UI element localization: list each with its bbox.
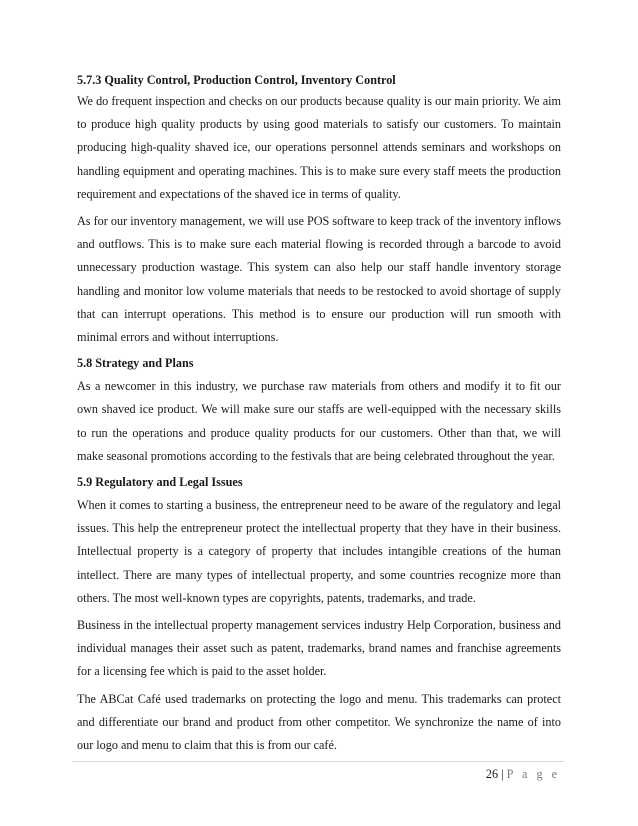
paragraph: The ABCat Café used trademarks on protecting the logo and menu. This trademarks can protect and differentiate our brand and product from other competitor. We synchronize the name of into our logo and menu to claim that this is from our café. xyxy=(77,691,561,753)
page-number: 26 xyxy=(485,767,499,781)
page-label: P a g e xyxy=(506,767,560,781)
section-heading: 5.8 Strategy and Plans xyxy=(77,356,194,371)
section-strategy-and-plans xyxy=(77,353,561,468)
page-body xyxy=(77,70,561,757)
footer-divider xyxy=(72,761,564,762)
section-quality-control xyxy=(77,70,561,349)
paragraph: When it comes to starting a business, the entrepreneur need to be aware of the regulatory and legal issues. This help the entrepreneur protect the intellectual property that they have in their business. Intellectual property is a category of property that includes intangible creations of the human intellect. There are many types of intellectual property, and some countries recognize more than others. The most well-known types are copyrights, patents, trademarks, and trade. xyxy=(77,498,561,605)
paragraph: As for our inventory management, we will use POS software to keep track of the inventory inflows and outflows. This is to make sure each material flowing is recorded through a barcode to avoid unnecessary production wastage. This system can also help our staff handle inventory storage handling and monitor low volume materials that needs to be restocked to avoid shortage of supply that can interrupt operations. This method is to ensure our production will run smooth with minimal errors and without interruptions. xyxy=(77,214,561,345)
paragraph: As a newcomer in this industry, we purchase raw materials from others and modify it to fit our own shaved ice product. We will make sure our staffs are well-equipped with the necessary skills to run the operations and produce quality products for our customers. Other than that, we will make seasonal promotions according to the festivals that are being celebrated throughout the year. xyxy=(77,379,561,463)
section-regulatory-and-legal xyxy=(77,472,561,757)
paragraph: Business in the intellectual property management services industry Help Corporation, business and individual manages their asset such as patent, trademarks, brand names and franchise agreements for a licensing fee which is paid to the asset holder. xyxy=(77,618,561,679)
page-footer xyxy=(486,765,560,783)
section-heading: 5.7.3 Quality Control, Production Control, Inventory Control xyxy=(77,73,396,87)
footer-separator: | xyxy=(501,767,504,781)
section-heading: 5.9 Regulatory and Legal Issues xyxy=(77,475,243,490)
paragraph: We do frequent inspection and checks on our products because quality is our main priority. We aim to produce high quality products by using good materials to satisfy our customers. To maintain producing high-quality shaved ice, our operations personnel attends seminars and workshops on handling equipment and operating machines. This is to make sure every staff meets the production requirement and expectations of the shaved ice in terms of quality. xyxy=(77,94,561,201)
